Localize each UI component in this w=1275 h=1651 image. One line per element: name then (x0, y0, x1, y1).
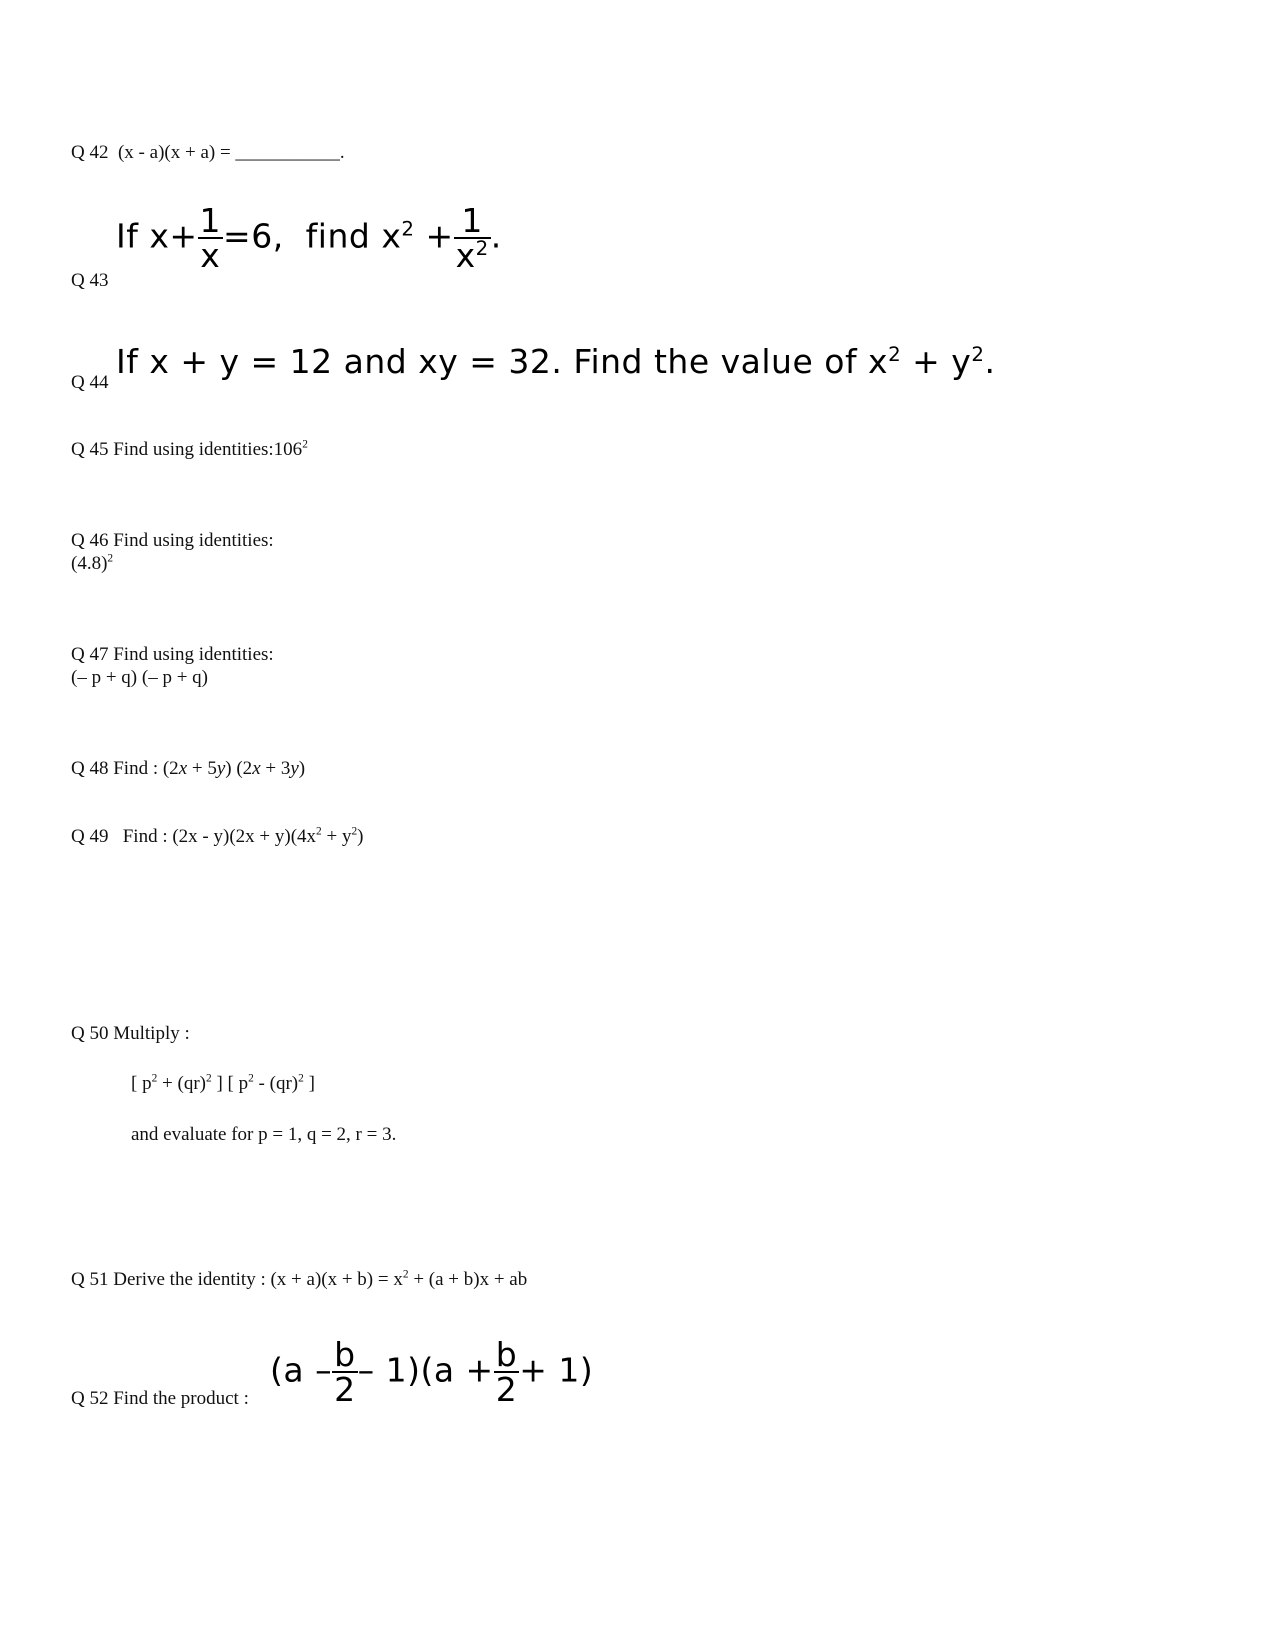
question-label: Q 50 (71, 1023, 109, 1044)
question-label: Q 48 (71, 758, 109, 779)
question-50-evaluate: and evaluate for p = 1, q = 2, r = 3. (131, 1124, 397, 1145)
question-text: Multiply : (113, 1023, 190, 1044)
question-50 (71, 1023, 190, 1045)
question-label: Q 51 (71, 1269, 109, 1290)
question-47-expression: (– p + q) (– p + q) (71, 667, 208, 688)
question-44-expression: If x + y = 12 and xy = 32. Find the value of $x^2 + y^2$. (116, 342, 996, 381)
question-label: Q 44 (71, 372, 109, 393)
question-46-expression: $(4.8)^2$ (71, 552, 114, 574)
fraction: $\frac{b}{2}$ (495, 1335, 518, 1409)
question-text: (x - a)(x + a) = ___________. (117, 142, 345, 163)
question-label: Q 52 (71, 1388, 109, 1409)
question-49: Q 49 Find : $(2x - y)(2x + y)(4x^2 + y^2)$ (71, 825, 364, 847)
question-42 (71, 142, 345, 164)
question-label: Q 45 (71, 439, 109, 460)
question-label: Q 42 (71, 142, 109, 163)
question-text: Find the product : (113, 1388, 249, 1409)
fraction: $\frac{1}{x^2}$ (455, 201, 489, 275)
question-45: Q 45 Find using $identities:106^2$ (71, 438, 308, 460)
fraction: $\frac{1}{x}$ (199, 201, 222, 275)
question-48: Q 48 Find : (2x + 5y) (2x + 3y) (71, 758, 306, 779)
question-label: Q 43 (71, 270, 109, 291)
question-text: Find using identities:106 (113, 439, 303, 460)
question-text: Find using identities: (113, 530, 274, 551)
question-label: Q 46 (71, 530, 109, 551)
question-50-expression: [ $p^2 + (qr)^2$ ] [ $p^2 - (qr)^2$ ] (131, 1072, 315, 1094)
question-text: Find using identities: (113, 644, 274, 665)
question-52-expression: (a – $\frac{b}{2}$ – 1)(a + $\frac{b}{2}$ + 1) (270, 1335, 594, 1409)
question-label: Q 47 (71, 644, 109, 665)
question-51: Q 51 Derive the identity : $(x + a)(x + b) = x^2 + (a + b)x$ + ab (71, 1268, 528, 1290)
question-label: Q 49 (71, 826, 109, 847)
question-43-expression: If x+ $\frac{1}{x}$ =6, find $x^2$ + $\frac{1}{x^2}$ . (116, 201, 502, 275)
question-46 (71, 530, 274, 552)
question-52 (71, 1388, 249, 1410)
question-47 (71, 644, 274, 666)
fraction: $\frac{b}{2}$ (334, 1335, 356, 1409)
